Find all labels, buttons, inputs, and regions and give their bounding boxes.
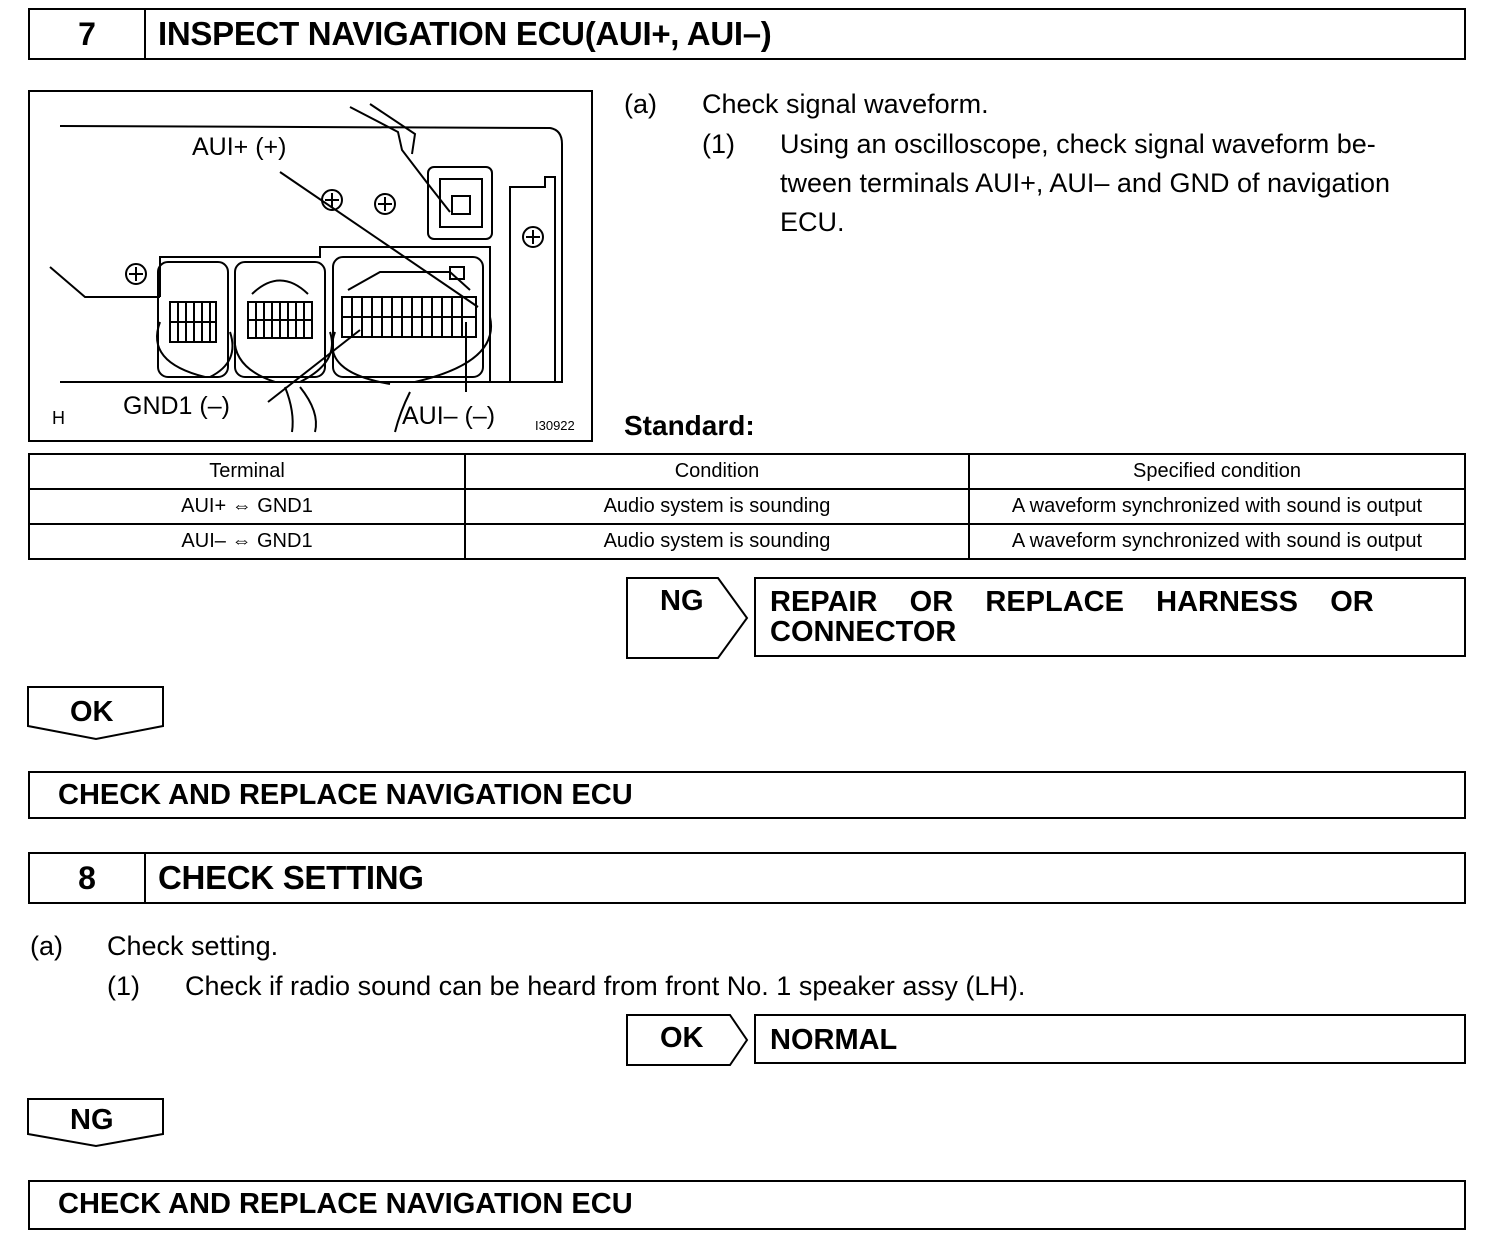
table-cell: Audio system is sounding bbox=[465, 524, 969, 559]
ng-flag-label: NG bbox=[660, 585, 704, 617]
step-8-ok-flag-label: OK bbox=[660, 1022, 704, 1054]
step-7-instruction-1-label: (1) bbox=[702, 129, 735, 159]
step-8-instruction-a-label: (a) bbox=[30, 931, 63, 961]
table-row bbox=[29, 489, 1465, 524]
ng-result-box bbox=[754, 577, 1466, 657]
table-cell: AUI+ ⇔ GND1 bbox=[29, 489, 465, 524]
specification-table bbox=[28, 453, 1466, 560]
step-8-ng-flag-label: NG bbox=[70, 1104, 114, 1136]
table-cell: A waveform synchronized with sound is output bbox=[969, 489, 1465, 524]
step-7-instruction-1-line2: tween terminals AUI+, AUI– and GND of navigation bbox=[780, 168, 1391, 198]
ok-result-box bbox=[28, 771, 1466, 819]
step-8-header bbox=[28, 852, 1466, 904]
label-aui-minus: AUI– (–) bbox=[402, 402, 496, 430]
standard-label: Standard: bbox=[624, 410, 755, 441]
step-7-instruction-a: Check signal waveform. bbox=[702, 89, 989, 119]
step-8-instruction-1-label: (1) bbox=[107, 971, 140, 1001]
ecu-connector-illustration bbox=[28, 90, 593, 442]
ng-final-result-text: CHECK AND REPLACE NAVIGATION ECU bbox=[58, 1188, 633, 1220]
label-h: H bbox=[52, 408, 65, 428]
step-7-header bbox=[28, 8, 1466, 60]
table-row bbox=[29, 524, 1465, 559]
step-7-instruction-1-line3: ECU. bbox=[780, 207, 845, 237]
figure-code: I30922 bbox=[535, 418, 575, 433]
step-7-instruction-1-line1: Using an oscilloscope, check signal waveform be- bbox=[780, 129, 1376, 159]
ecu-connector-drawing bbox=[30, 92, 591, 440]
column-header-terminal: Terminal bbox=[29, 454, 465, 489]
step-7-number: 7 bbox=[30, 10, 146, 58]
label-aui-plus: AUI+ (+) bbox=[192, 133, 287, 161]
table-cell: AUI– ⇔ GND1 bbox=[29, 524, 465, 559]
normal-result-box bbox=[754, 1014, 1466, 1064]
table-cell: A waveform synchronized with sound is output bbox=[969, 524, 1465, 559]
ng-final-result-box bbox=[28, 1180, 1466, 1230]
column-header-specified-condition: Specified condition bbox=[969, 454, 1465, 489]
table-cell: Audio system is sounding bbox=[465, 489, 969, 524]
step-8-title: CHECK SETTING bbox=[158, 859, 424, 896]
step-8-instruction-1: Check if radio sound can be heard from front No. 1 speaker assy (LH). bbox=[185, 971, 1026, 1001]
ng-result-line1: REPAIR OR REPLACE HARNESS OR bbox=[770, 586, 1374, 618]
step-7-instruction-a-label: (a) bbox=[624, 89, 657, 119]
ok-flag-label: OK bbox=[70, 696, 114, 728]
step-8-instruction-a: Check setting. bbox=[107, 931, 279, 961]
ok-result-text: CHECK AND REPLACE NAVIGATION ECU bbox=[58, 779, 633, 811]
normal-result-text: NORMAL bbox=[770, 1024, 898, 1056]
step-7-title: INSPECT NAVIGATION ECU(AUI+, AUI–) bbox=[158, 15, 772, 52]
ng-result-line2: CONNECTOR bbox=[770, 616, 957, 648]
column-header-condition: Condition bbox=[465, 454, 969, 489]
table-header-row bbox=[29, 454, 1465, 489]
label-gnd1: GND1 (–) bbox=[123, 392, 230, 420]
step-8-number: 8 bbox=[30, 854, 146, 902]
